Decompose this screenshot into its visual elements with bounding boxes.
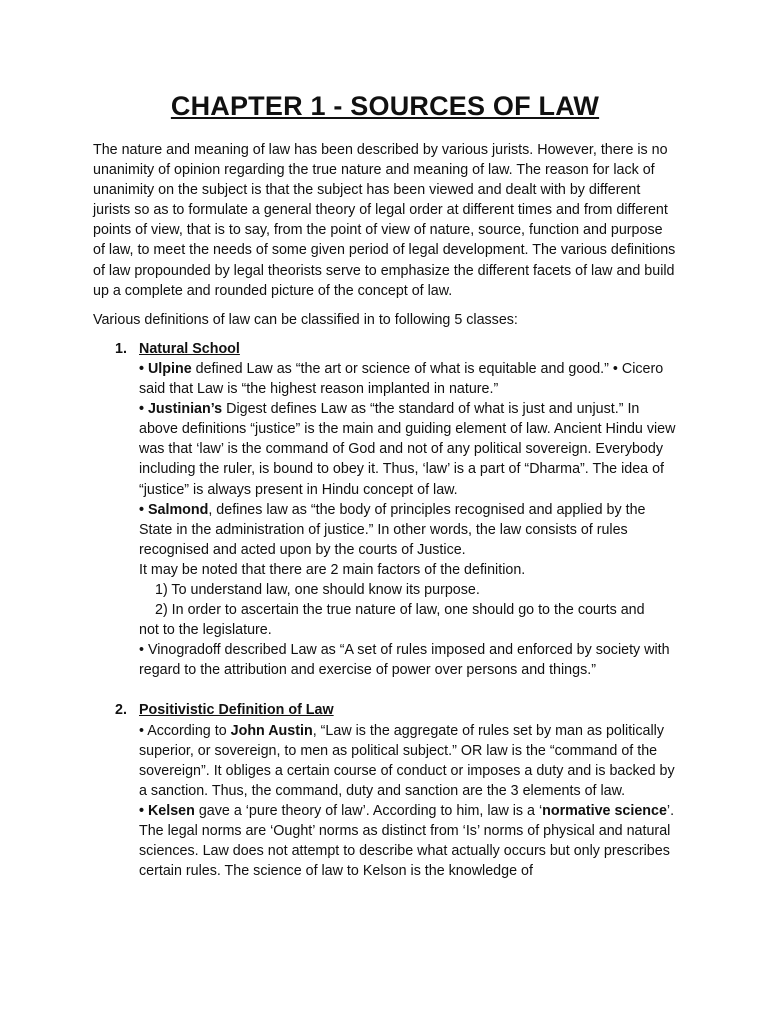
section-heading: Positivistic Definition of Law bbox=[139, 702, 334, 719]
section-heading: Natural School bbox=[139, 340, 240, 357]
classes-intro: Various definitions of law can be classified in to following 5 classes: bbox=[93, 311, 518, 328]
section-positivistic bbox=[93, 700, 677, 881]
document-page bbox=[93, 88, 677, 881]
intro-paragraph: The nature and meaning of law has been described by various jurists. However, there is no unanimity of opinion regarding the true nature and meaning of law. The reason for lack of unanimity on the subject is that the subject has been viewed and dealt with by different jurists so as to formulate a general theory of legal order at different times and from different points of view, that is to say, from the point of view of nature, source, function and purpose of law, to meet the needs of some given period of legal development. The various definitions of law propounded by legal theorists serve to emphasize the different facets of law and build up a complete and rounded picture of the concept of law. bbox=[93, 142, 676, 299]
chapter-title: CHAPTER 1 - SOURCES OF LAW bbox=[170, 91, 600, 121]
section-number: 1. bbox=[115, 340, 127, 357]
section-number: 2. bbox=[115, 702, 127, 719]
factor-2-continued: not to the legislature. bbox=[139, 622, 272, 639]
vinogradoff-bullet: • Vinogradoff described Law as “A set of rules imposed and enforced by society with regard to the attribution and exercise of power over persons and things.” bbox=[139, 642, 670, 679]
kelsen-bullet: • Kelsen gave a ‘pure theory of law’. According to him, law is a ‘normative science’. The legal norms are ‘Ought’ norms as distinct from ‘Is’ norms of physical and natural sciences. Law does not attempt to describe what actually occurs but only prescribes certain rules. The science of law to Kelson is the knowledge of bbox=[139, 802, 675, 880]
factor-2: 2) In order to ascertain the true nature of law, one should go to the courts and bbox=[155, 602, 645, 619]
justinian-bullet: • Justinian’s Digest defines Law as “the standard of what is just and unjust.” In above definitions “justice” is the main and guiding element of law. Ancient Hindu view was that ‘law’ is the command of God and not of any political sovereign. Everybody including the ruler, is bound to obey it. Thus, ‘law’ is a part of “Dharma”. The idea of “justice” is always present in Hindu concept of law. bbox=[139, 401, 676, 498]
factor-1: 1) To understand law, one should know its purpose. bbox=[155, 581, 480, 598]
salmond-bullet: • Salmond, defines law as “the body of principles recognised and applied by the State in the administration of justice.” In other words, the law consists of rules recognised and acted upon by the courts of Justice. bbox=[139, 501, 646, 558]
ulpine-bullet: • Ulpine defined Law as “the art or science of what is equitable and good.” • Cicero said that Law is “the highest reason implanted in nature.” bbox=[139, 360, 664, 398]
section-natural-school bbox=[93, 339, 677, 681]
section-spacer bbox=[93, 680, 677, 700]
austin-bullet: • According to John Austin, “Law is the aggregate of rules set by man as politically superior, or sovereign, to men as political subject.” OR law is the “command of the sovereign”. It obliges a certain course of conduct or imposes a duty and is backed by a sanction. Thus, the command, duty and sanction are the 3 elements of law. bbox=[139, 722, 675, 799]
factors-intro: It may be noted that there are 2 main factors of the definition. bbox=[139, 561, 526, 578]
